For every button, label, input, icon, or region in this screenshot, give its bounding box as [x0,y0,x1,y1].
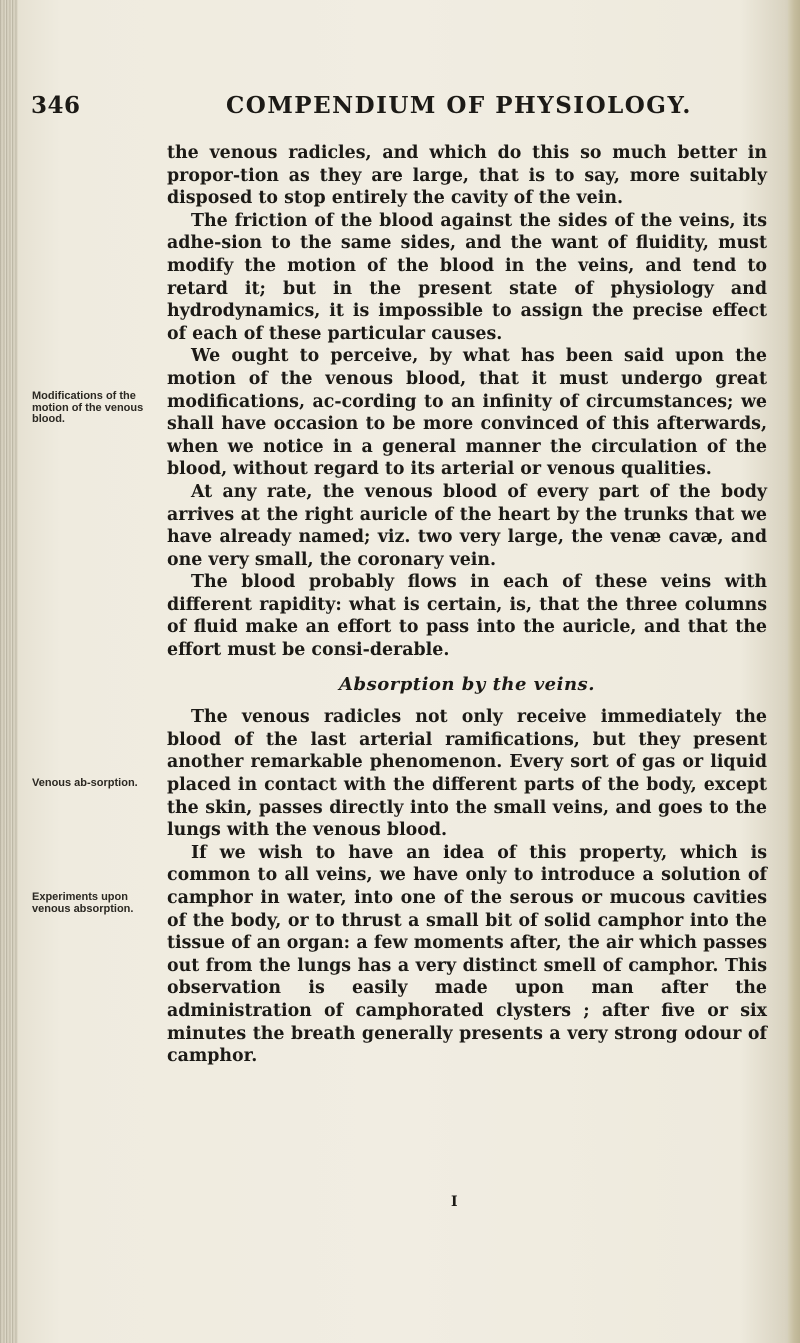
page-number: 346 [31,92,81,119]
paragraph: If we wish to have an idea of this property, which is common to all veins, we have only to introduce a solution of camphor in water, into one of the serous or mucous cavities of the body, or to thrust a small bit of solid camphor into the tissue of an organ: a few moments after, the air which passes out from the lungs has a very distinct smell of camphor. This observation is easily made upon man after the administration of camphorated clysters ; after five or six minutes the breath generally presents a very strong odour of camphor. [167,842,767,1067]
paragraph: the venous radicles, and which do this so much better in propor-tion as they are large, that is to say, more suitably disposed to stop entirely the cavity of the vein. [167,143,767,209]
running-title: COMPENDIUM OF PHYSIOLOGY. [226,92,692,119]
paragraph: We ought to perceive, by what has been said upon the motion of the venous blood, that it must undergo great modifications, ac-cording to an infinity of circumstances; we shall have occasion to be more convinced of this afterwards, when we notice in a general manner the circulation of the blood, without regard to its arterial or venous qualities. [167,346,767,480]
margin-note-modifications: Modifications of the motion of the venous blood. [32,390,144,425]
paragraph: At any rate, the venous blood of every part of the body arrives at the right auricle of the heart by the trunks that we have already named; viz. two very large, the venæ cavæ, and one very small, the coronary vein. [167,481,767,570]
body-text [167,142,767,1068]
page-outer-edge [788,0,800,1343]
paragraph: The venous radicles not only receive immediately the blood of the last arterial ramifications, but they present another remarkable phenomenon. Every sort of gas or liquid placed in contact with the different parts of the body, except the skin, passes directly into the small veins, and goes to the lungs with the venous blood. [167,707,767,841]
paragraph: The friction of the blood against the sides of the veins, its adhe-sion to the same sides, and the want of fluidity, must modify the motion of the blood in the veins, and tend to retard it; but in the present state of physiology and hydrodynamics, it is impossible to assign the precise effect of each of these particular causes. [167,210,767,344]
signature-mark: I [451,1194,458,1210]
section-heading: Absorption by the veins. [339,673,595,695]
page-gutter-edge [0,0,18,1343]
margin-note-venous-absorption: Venous ab-sorption. [32,777,138,789]
margin-note-experiments: Experiments upon venous absorption. [32,891,134,915]
paragraph: The blood probably flows in each of these veins with different rapidity: what is certain, is, that the three columns of fluid make an effort to pass into the auricle, and that the effort must be consi-derable. [167,572,767,661]
running-head [0,92,800,132]
